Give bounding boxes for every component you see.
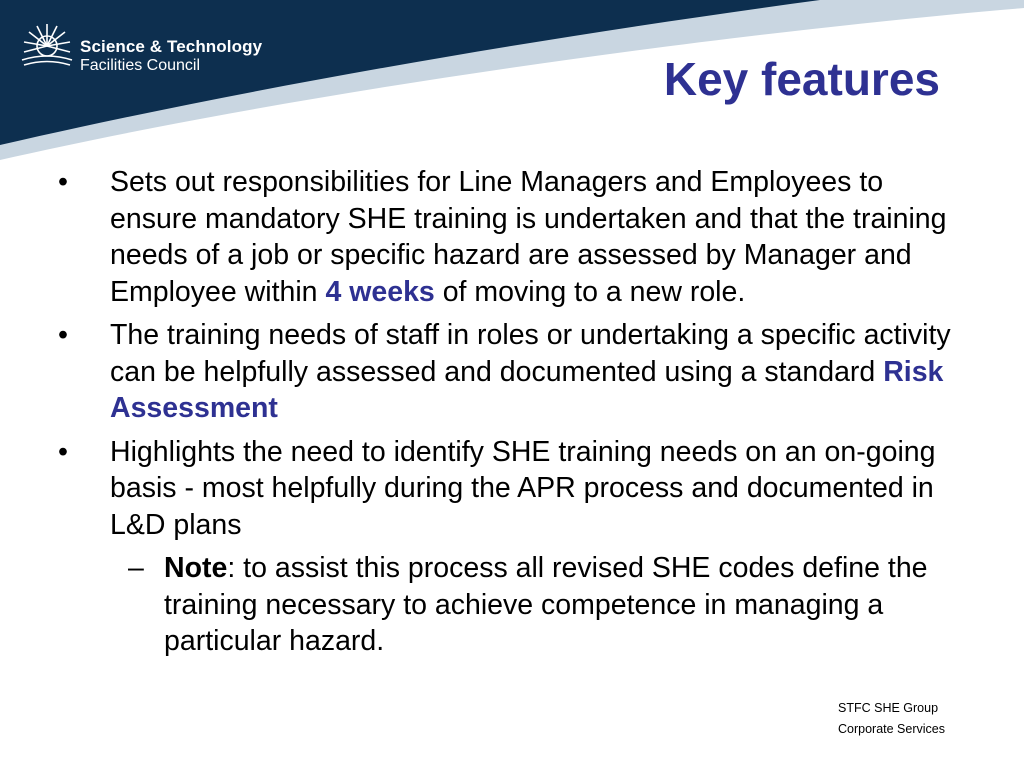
slide-content [58,164,978,660]
bullet-item [58,164,978,310]
bullet-marker: • [58,319,68,351]
note-label: Note [164,552,228,584]
bullet-highlight: Risk Assessment [110,355,944,424]
sub-bullet-marker: – [128,552,144,584]
slide-title: Key features [663,53,940,105]
footer [838,698,945,740]
sub-bullet-item [128,550,978,660]
stfc-wordmark [80,37,262,75]
bullet-text: The training needs of staff in roles or undertaking a specific activity can be helpfully assessed and documented using a standard [110,319,951,388]
bullet-marker: • [58,435,68,468]
footer-line-2: Corporate Services [838,722,945,736]
bullet-text-end: of moving to a new role. [434,275,746,308]
bullet-item [58,434,978,544]
bullet-item [58,317,978,427]
bullet-text: Highlights the need to identify SHE training needs on an on-going basis - most helpfully during the APR process and documented in L&D plans [110,435,936,541]
bullet-marker: • [58,166,68,198]
logo-line-1: Science & Technology [80,37,263,56]
bullet-highlight: 4 weeks [325,275,435,308]
logo-line-2: Facilities Council [80,57,201,74]
sub-bullet-text: : to assist this process all revised SHE codes define the training necessary to achieve competence in managing a particular hazard. [164,552,928,657]
footer-line-1: STFC SHE Group [838,701,939,715]
bullet-text: Sets out responsibilities for Line Managers and Employees to ensure mandatory SHE training is undertaken and that the training needs of a job or specific hazard are assessed by Manager and Employee within [110,166,947,308]
